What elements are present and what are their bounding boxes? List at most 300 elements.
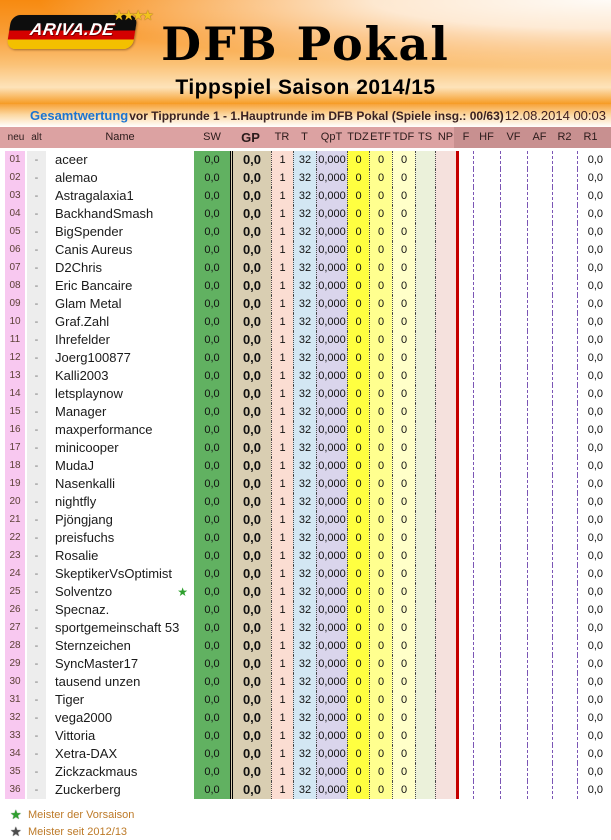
cell-af — [527, 385, 552, 403]
table-row — [0, 637, 611, 655]
table-header-row — [0, 127, 611, 148]
cell-sw: 0,0 — [194, 385, 230, 403]
column-header-hf: HF — [479, 131, 494, 143]
cell-f — [459, 547, 473, 565]
cell-r2 — [552, 151, 577, 169]
cell-r2 — [552, 439, 577, 457]
cell-r2 — [552, 223, 577, 241]
rank-old: - — [27, 745, 46, 763]
cell-tr: 1 — [271, 313, 293, 331]
cell-r1: 0,0 — [577, 187, 604, 205]
player-name-cell — [46, 457, 194, 475]
player-name: Specnaz. — [55, 602, 110, 617]
cell-f — [459, 349, 473, 367]
cell-tdf: 0 — [392, 619, 415, 637]
player-name: BigSpender — [55, 224, 123, 239]
cell-hf — [473, 655, 500, 673]
cell-af — [527, 403, 552, 421]
player-name: Kalli2003 — [55, 368, 109, 383]
rank-old: - — [27, 565, 46, 583]
cell-tr: 1 — [271, 727, 293, 745]
cell-af — [527, 169, 552, 187]
cell-ts — [415, 511, 435, 529]
rank-old: - — [27, 457, 46, 475]
player-name-cell — [46, 313, 194, 331]
cell-tdf: 0 — [392, 547, 415, 565]
player-name-cell — [46, 655, 194, 673]
cell-etf: 0 — [369, 493, 392, 511]
rank-new: 22 — [5, 529, 27, 547]
cell-r2 — [552, 259, 577, 277]
rank-new: 14 — [5, 385, 27, 403]
cell-r2 — [552, 601, 577, 619]
player-name: Xetra-DAX — [55, 746, 118, 761]
cell-sw: 0,0 — [194, 583, 230, 601]
cell-hf — [473, 763, 500, 781]
cell-tdf: 0 — [392, 601, 415, 619]
cell-f — [459, 313, 473, 331]
cell-qpt: 0,000 — [316, 331, 347, 349]
cell-vf — [500, 727, 527, 745]
cell-hf — [473, 439, 500, 457]
cell-f — [459, 331, 473, 349]
cell-t: 32 — [293, 187, 316, 205]
rank-old: - — [27, 439, 46, 457]
player-name-cell — [46, 259, 194, 277]
cell-r1: 0,0 — [577, 511, 604, 529]
cell-etf: 0 — [369, 421, 392, 439]
cell-f — [459, 601, 473, 619]
table-row — [0, 367, 611, 385]
cell-tdz: 0 — [347, 511, 369, 529]
cell-etf: 0 — [369, 673, 392, 691]
cell-sw: 0,0 — [194, 709, 230, 727]
player-name: maxperformance — [55, 422, 153, 437]
cell-ts — [415, 205, 435, 223]
rank-new: 26 — [5, 601, 27, 619]
cell-sw: 0,0 — [194, 511, 230, 529]
rank-new: 29 — [5, 655, 27, 673]
cell-qpt: 0,000 — [316, 277, 347, 295]
cell-tdf: 0 — [392, 385, 415, 403]
player-name: minicooper — [55, 440, 119, 455]
cell-tr: 1 — [271, 223, 293, 241]
cell-af — [527, 655, 552, 673]
cell-tdz: 0 — [347, 259, 369, 277]
cell-f — [459, 259, 473, 277]
cell-r2 — [552, 169, 577, 187]
player-name: letsplaynow — [55, 386, 123, 401]
cell-gp: 0,0 — [230, 727, 271, 745]
table-row — [0, 349, 611, 367]
cell-r1: 0,0 — [577, 619, 604, 637]
cell-hf — [473, 565, 500, 583]
rank-new: 13 — [5, 367, 27, 385]
cell-etf: 0 — [369, 655, 392, 673]
table-row — [0, 205, 611, 223]
cell-etf: 0 — [369, 439, 392, 457]
cell-etf: 0 — [369, 259, 392, 277]
cell-sw: 0,0 — [194, 277, 230, 295]
cell-vf — [500, 511, 527, 529]
cell-vf — [500, 619, 527, 637]
rank-new: 10 — [5, 313, 27, 331]
cell-r2 — [552, 637, 577, 655]
cell-tr: 1 — [271, 205, 293, 223]
cell-ts — [415, 745, 435, 763]
cell-f — [459, 691, 473, 709]
rank-new: 02 — [5, 169, 27, 187]
cell-hf — [473, 241, 500, 259]
cell-tdf: 0 — [392, 457, 415, 475]
cell-etf: 0 — [369, 367, 392, 385]
player-name: nightfly — [55, 494, 97, 509]
cell-sw: 0,0 — [194, 169, 230, 187]
cell-sw: 0,0 — [194, 781, 230, 799]
cell-af — [527, 205, 552, 223]
cell-af — [527, 439, 552, 457]
cell-ts — [415, 277, 435, 295]
cell-np — [435, 691, 456, 709]
cell-r1: 0,0 — [577, 781, 604, 799]
cell-sw: 0,0 — [194, 601, 230, 619]
rank-old: - — [27, 475, 46, 493]
table-row — [0, 619, 611, 637]
cell-sw: 0,0 — [194, 421, 230, 439]
cell-ts — [415, 529, 435, 547]
rank-new: 04 — [5, 205, 27, 223]
page-subtitle: Tippspiel Saison 2014/15 — [175, 76, 436, 99]
cell-r2 — [552, 349, 577, 367]
rank-new: 16 — [5, 421, 27, 439]
gesamtwertung-link[interactable]: Gesamtwertung — [30, 108, 129, 123]
cell-tdz: 0 — [347, 475, 369, 493]
cell-np — [435, 403, 456, 421]
player-name: preisfuchs — [55, 530, 115, 545]
cell-etf: 0 — [369, 601, 392, 619]
cell-tdz: 0 — [347, 745, 369, 763]
rank-old: - — [27, 187, 46, 205]
cell-qpt: 0,000 — [316, 439, 347, 457]
column-header-etf: ETF — [370, 131, 391, 143]
cell-sw: 0,0 — [194, 745, 230, 763]
cell-ts — [415, 565, 435, 583]
cell-t: 32 — [293, 529, 316, 547]
table-row — [0, 259, 611, 277]
cell-r2 — [552, 745, 577, 763]
cell-tdz: 0 — [347, 169, 369, 187]
rank-old: - — [27, 367, 46, 385]
cell-tdz: 0 — [347, 637, 369, 655]
cell-vf — [500, 313, 527, 331]
rank-old: - — [27, 529, 46, 547]
cell-etf: 0 — [369, 241, 392, 259]
cell-np — [435, 637, 456, 655]
cell-r2 — [552, 295, 577, 313]
cell-np — [435, 511, 456, 529]
cell-r2 — [552, 205, 577, 223]
cell-tdz: 0 — [347, 619, 369, 637]
cell-r1: 0,0 — [577, 169, 604, 187]
cell-af — [527, 583, 552, 601]
page-title: DFB Pokal — [161, 17, 450, 71]
cell-hf — [473, 727, 500, 745]
cell-tdf: 0 — [392, 691, 415, 709]
cell-tdf: 0 — [392, 745, 415, 763]
cell-sw: 0,0 — [194, 763, 230, 781]
table-row — [0, 565, 611, 583]
player-name-cell — [46, 295, 194, 313]
cell-sw: 0,0 — [194, 205, 230, 223]
column-header-alt: alt — [31, 132, 42, 143]
cell-af — [527, 259, 552, 277]
cell-t: 32 — [293, 601, 316, 619]
cell-t: 32 — [293, 241, 316, 259]
cell-tdf: 0 — [392, 655, 415, 673]
player-name: Zuckerberg — [55, 782, 121, 797]
column-header-neu: neu — [7, 132, 25, 143]
green-star-icon: ★ — [10, 807, 22, 822]
player-name: SkeptikerVsOptimist — [55, 566, 173, 581]
cell-tdz: 0 — [347, 313, 369, 331]
cell-r1: 0,0 — [577, 367, 604, 385]
cell-t: 32 — [293, 565, 316, 583]
cell-np — [435, 241, 456, 259]
cell-etf: 0 — [369, 151, 392, 169]
cell-etf: 0 — [369, 727, 392, 745]
cell-tdz: 0 — [347, 691, 369, 709]
cell-qpt: 0,000 — [316, 295, 347, 313]
cell-hf — [473, 601, 500, 619]
table-row — [0, 727, 611, 745]
cell-vf — [500, 151, 527, 169]
cell-r1: 0,0 — [577, 295, 604, 313]
rank-old: - — [27, 295, 46, 313]
cell-np — [435, 205, 456, 223]
legend — [0, 806, 611, 840]
rank-new: 11 — [5, 331, 27, 349]
cell-hf — [473, 349, 500, 367]
column-header-gp: GP — [241, 130, 260, 145]
rank-old: - — [27, 637, 46, 655]
rank-old: - — [27, 763, 46, 781]
ariva-logo-stars-icon: ★★★★ — [112, 7, 151, 23]
cell-qpt: 0,000 — [316, 601, 347, 619]
rank-new: 21 — [5, 511, 27, 529]
cell-sw: 0,0 — [194, 349, 230, 367]
cell-sw: 0,0 — [194, 241, 230, 259]
cell-gp: 0,0 — [230, 763, 271, 781]
cell-tdz: 0 — [347, 295, 369, 313]
cell-sw: 0,0 — [194, 403, 230, 421]
cell-np — [435, 223, 456, 241]
cell-gp: 0,0 — [230, 547, 271, 565]
cell-r2 — [552, 457, 577, 475]
cell-f — [459, 727, 473, 745]
cell-r1: 0,0 — [577, 385, 604, 403]
cell-r2 — [552, 727, 577, 745]
cell-qpt: 0,000 — [316, 655, 347, 673]
cell-tr: 1 — [271, 493, 293, 511]
cell-hf — [473, 421, 500, 439]
rank-old: - — [27, 691, 46, 709]
player-name-cell — [46, 781, 194, 799]
cell-qpt: 0,000 — [316, 745, 347, 763]
cell-tdf: 0 — [392, 421, 415, 439]
column-header-r2: R2 — [557, 131, 572, 143]
cell-tr: 1 — [271, 349, 293, 367]
cell-t: 32 — [293, 169, 316, 187]
table-row — [0, 475, 611, 493]
cell-tdf: 0 — [392, 367, 415, 385]
cell-sw: 0,0 — [194, 565, 230, 583]
table-row — [0, 493, 611, 511]
cell-tdz: 0 — [347, 385, 369, 403]
cell-gp: 0,0 — [230, 313, 271, 331]
cell-af — [527, 727, 552, 745]
cell-etf: 0 — [369, 619, 392, 637]
cell-sw: 0,0 — [194, 439, 230, 457]
rank-old: - — [27, 709, 46, 727]
cell-r2 — [552, 547, 577, 565]
cell-tdf: 0 — [392, 529, 415, 547]
cell-r2 — [552, 529, 577, 547]
cell-etf: 0 — [369, 187, 392, 205]
table-row — [0, 439, 611, 457]
cell-f — [459, 763, 473, 781]
cell-f — [459, 277, 473, 295]
rank-new: 12 — [5, 349, 27, 367]
cell-t: 32 — [293, 727, 316, 745]
rank-old: - — [27, 403, 46, 421]
player-name-cell — [46, 241, 194, 259]
player-name: vega2000 — [55, 710, 113, 725]
cell-tdf: 0 — [392, 673, 415, 691]
cell-f — [459, 511, 473, 529]
player-name: Solventzo — [55, 584, 113, 599]
cell-np — [435, 781, 456, 799]
cell-vf — [500, 673, 527, 691]
cell-hf — [473, 295, 500, 313]
player-name: alemao — [55, 170, 98, 185]
cell-tdz: 0 — [347, 601, 369, 619]
cell-af — [527, 709, 552, 727]
cell-vf — [500, 583, 527, 601]
cell-sw: 0,0 — [194, 493, 230, 511]
column-header-tdf: TDF — [392, 131, 415, 143]
cell-tr: 1 — [271, 475, 293, 493]
cell-qpt: 0,000 — [316, 421, 347, 439]
cell-vf — [500, 205, 527, 223]
rank-new: 24 — [5, 565, 27, 583]
player-name: Rosalie — [55, 548, 99, 563]
cell-r1: 0,0 — [577, 583, 604, 601]
cell-etf: 0 — [369, 277, 392, 295]
cell-t: 32 — [293, 709, 316, 727]
cell-r1: 0,0 — [577, 277, 604, 295]
cell-hf — [473, 313, 500, 331]
cell-np — [435, 331, 456, 349]
cell-tr: 1 — [271, 781, 293, 799]
player-name-cell — [46, 331, 194, 349]
cell-vf — [500, 259, 527, 277]
cell-qpt: 0,000 — [316, 673, 347, 691]
cell-sw: 0,0 — [194, 295, 230, 313]
cell-t: 32 — [293, 277, 316, 295]
cell-r2 — [552, 493, 577, 511]
cell-sw: 0,0 — [194, 151, 230, 169]
rank-new: 01 — [5, 151, 27, 169]
column-header-tdz: TDZ — [347, 131, 369, 143]
cell-f — [459, 169, 473, 187]
cell-gp: 0,0 — [230, 295, 271, 313]
cell-hf — [473, 781, 500, 799]
cell-sw: 0,0 — [194, 673, 230, 691]
table-row — [0, 403, 611, 421]
table-row — [0, 655, 611, 673]
cell-f — [459, 385, 473, 403]
cell-r1: 0,0 — [577, 727, 604, 745]
cell-tr: 1 — [271, 457, 293, 475]
cell-gp: 0,0 — [230, 529, 271, 547]
cell-t: 32 — [293, 763, 316, 781]
player-name-cell — [46, 547, 194, 565]
cell-ts — [415, 457, 435, 475]
cell-tdz: 0 — [347, 205, 369, 223]
cell-vf — [500, 709, 527, 727]
cell-tr: 1 — [271, 529, 293, 547]
cell-qpt: 0,000 — [316, 187, 347, 205]
cell-tdz: 0 — [347, 349, 369, 367]
cell-hf — [473, 331, 500, 349]
cell-gp: 0,0 — [230, 385, 271, 403]
cell-r1: 0,0 — [577, 403, 604, 421]
column-header-f: F — [462, 131, 470, 143]
cell-tdf: 0 — [392, 781, 415, 799]
legend-label-previous-champion: Meister der Vorsaison — [28, 808, 135, 821]
cell-etf: 0 — [369, 169, 392, 187]
cell-gp: 0,0 — [230, 691, 271, 709]
cell-gp: 0,0 — [230, 169, 271, 187]
table-row — [0, 385, 611, 403]
cell-r1: 0,0 — [577, 691, 604, 709]
player-name: Tiger — [55, 692, 85, 707]
cell-tdz: 0 — [347, 709, 369, 727]
cell-af — [527, 187, 552, 205]
cell-etf: 0 — [369, 709, 392, 727]
cell-tdf: 0 — [392, 727, 415, 745]
cell-r2 — [552, 691, 577, 709]
cell-f — [459, 403, 473, 421]
cell-hf — [473, 169, 500, 187]
cell-np — [435, 169, 456, 187]
cell-r2 — [552, 277, 577, 295]
player-name-cell — [46, 439, 194, 457]
cell-gp: 0,0 — [230, 223, 271, 241]
player-name: Manager — [55, 404, 107, 419]
cell-t: 32 — [293, 403, 316, 421]
cell-vf — [500, 547, 527, 565]
cell-t: 32 — [293, 331, 316, 349]
cell-r1: 0,0 — [577, 601, 604, 619]
cell-tr: 1 — [271, 655, 293, 673]
cell-af — [527, 529, 552, 547]
column-header-tr: TR — [274, 131, 290, 143]
rank-old: - — [27, 511, 46, 529]
cell-etf: 0 — [369, 475, 392, 493]
cell-tr: 1 — [271, 241, 293, 259]
cell-ts — [415, 223, 435, 241]
